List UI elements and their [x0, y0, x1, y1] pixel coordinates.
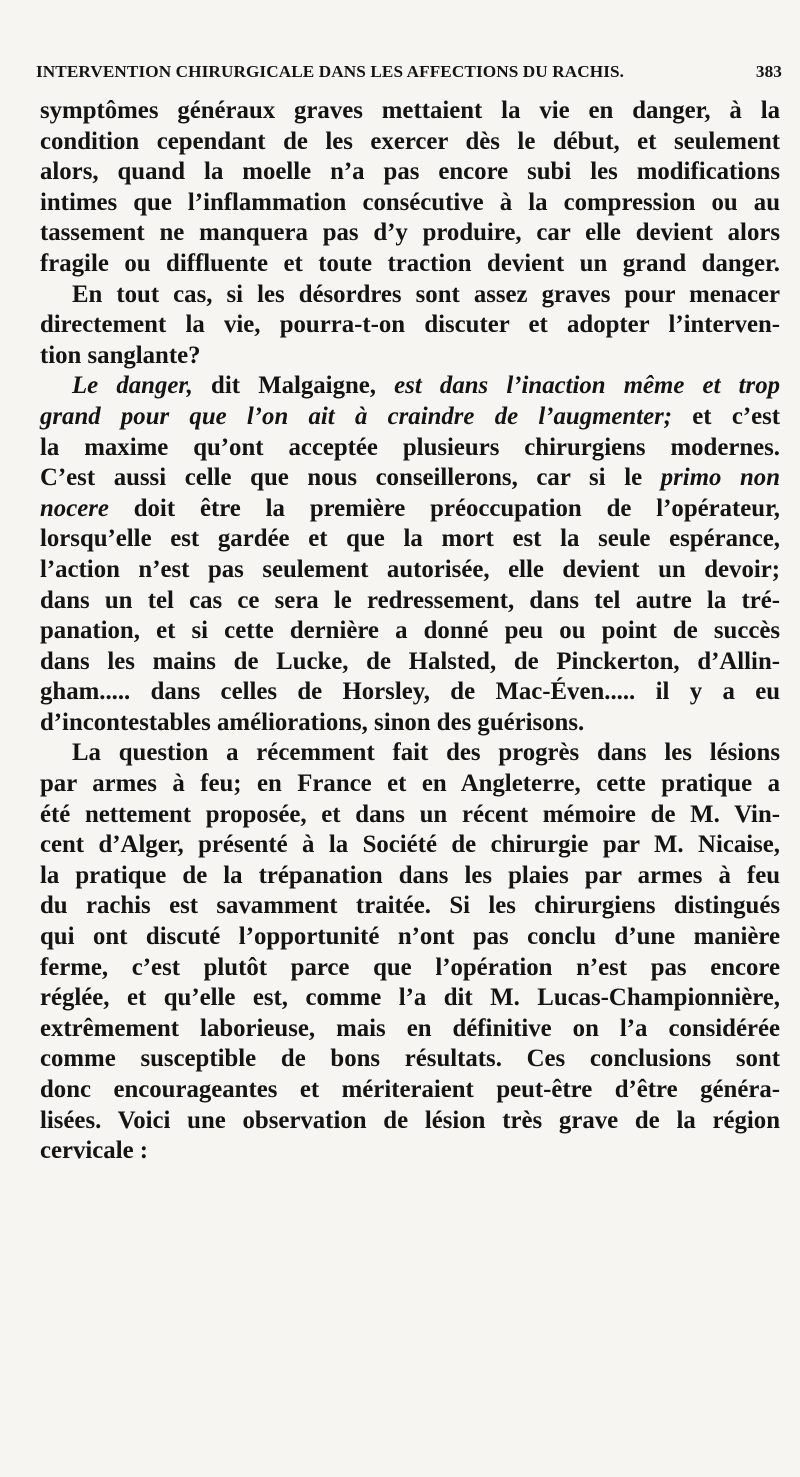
italic-text: primo non [660, 464, 780, 492]
text-line: du rachis est savamment traitée. Si les chirurgiens distingués [40, 892, 780, 920]
text-line: cervicale : [40, 1137, 149, 1165]
italic-text: est dans l’inaction même et trop [394, 372, 780, 400]
text-line: intimes que l’inflammation consécutive à la compression ou au [40, 188, 780, 216]
italic-text: Le danger, [72, 372, 193, 400]
text-line [40, 402, 780, 433]
text-line: la maxime qu’ont acceptée plusieurs chirurgiens modernes. [40, 433, 780, 461]
text-line: symptômes généraux graves mettaient la vie en danger, à la [40, 97, 780, 124]
text-line: d’incontestables améliorations, sinon des guérisons. [40, 708, 585, 736]
body-text [40, 96, 780, 1167]
text-line: extrêmement laborieuse, mais en définitive on l’a considérée [40, 1014, 780, 1042]
text-line: l’action n’est pas seulement autorisée, elle devient un devoir; [40, 555, 780, 583]
text-line: lisées. Voici une observation de lésion très grave de la région [40, 1106, 780, 1134]
text-line: directement la vie, pourra-t-on discuter et adopter l’interven- [40, 311, 780, 339]
text-line: réglée, et qu’elle est, comme l’a dit M. Lucas-Championnière, [40, 984, 780, 1012]
italic-text: nocere [40, 494, 109, 522]
text-line: La question a récemment fait des progrès dans les lésions [72, 739, 780, 767]
text-line: comme susceptible de bons résultats. Ces conclusions sont [40, 1045, 780, 1073]
text-line: condition cependant de les exercer dès le début, et seulement [40, 127, 780, 155]
page-number: 383 [755, 62, 782, 81]
text-line: tion sanglante? [40, 341, 201, 369]
text-line: alors, quand la moelle n’a pas encore subi les modifications [40, 158, 780, 186]
text-line: qui ont discuté l’opportunité n’ont pas conclu d’une manière [40, 923, 780, 951]
text-line: panation, et si cette dernière a donné peu ou point de succès [40, 617, 780, 645]
text-span: doit être la première préoccupation de l’opérateur, [108, 494, 780, 522]
text-line: ferme, c’est plutôt parce que l’opération n’est pas encore [40, 953, 780, 981]
text-line [40, 494, 780, 525]
text-span: et c’est [672, 402, 781, 430]
text-line [40, 463, 780, 494]
running-header [36, 62, 782, 88]
text-line: par armes à feu; en France et en Angleterre, cette pratique a [40, 770, 780, 798]
text-line: lorsqu’elle est gardée et que la mort est la seule espérance, [40, 525, 780, 553]
text-line [40, 371, 780, 402]
text-line: fragile ou diffluente et toute traction devient un grand danger. [40, 249, 780, 277]
text-line: gham..... dans celles de Horsley, de Mac-Éven..... il y a eu [40, 678, 780, 706]
text-line: dans les mains de Lucke, de Halsted, de Pinckerton, d’Allin- [40, 647, 780, 675]
text-line: la pratique de la trépanation dans les plaies par armes à feu [40, 861, 780, 889]
running-title: INTERVENTION CHIRURGICALE DANS LES AFFECTIONS DU RACHIS. [36, 62, 625, 81]
text-line: donc encourageantes et mériteraient peut-être d’être généra- [40, 1076, 780, 1103]
text-line: cent d’Alger, présenté à la Société de chirurgie par M. Nicaise, [40, 831, 780, 859]
text-line: En tout cas, si les désordres sont assez graves pour menacer [72, 280, 780, 308]
text-span: C’est aussi celle que nous conseillerons, car si le [40, 464, 661, 492]
text-line: dans un tel cas ce sera le redressement, dans tel autre la tré- [40, 586, 780, 614]
text-span: dit Malgaigne, [192, 372, 395, 400]
text-line: été nettement proposée, et dans un récent mémoire de M. Vin- [40, 800, 780, 828]
italic-text: grand pour que l’on ait à craindre de l’augmenter; [40, 402, 673, 430]
text-line: tassement ne manquera pas d’y produire, car elle devient alors [40, 219, 780, 247]
